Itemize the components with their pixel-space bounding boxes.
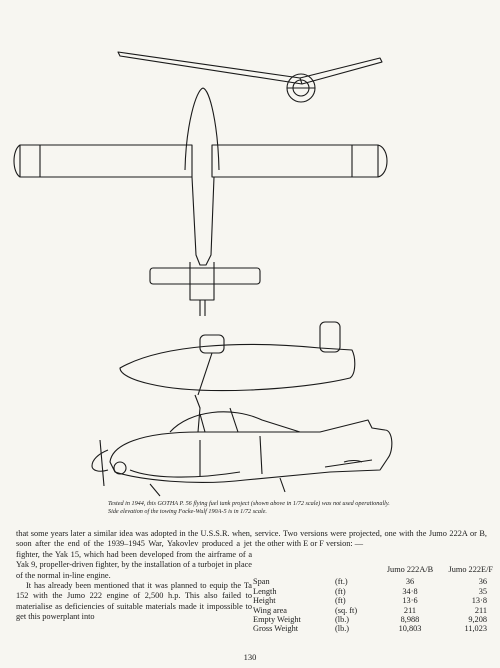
spec-label: Wing area [253, 605, 287, 615]
spec-value: 10,803 [398, 624, 422, 634]
spec-unit: (sq. ft) [335, 605, 358, 615]
page-number: 130 [243, 652, 257, 662]
spec-value: 8,988 [400, 615, 420, 625]
spec-row [253, 577, 493, 586]
spec-row [253, 606, 493, 615]
spec-value: 13·6 [402, 596, 418, 606]
spec-unit: (ft.) [335, 577, 348, 587]
spec-value: 36 [405, 577, 415, 587]
spec-value: 34·8 [402, 586, 418, 596]
right-column-text [255, 529, 487, 550]
side-view-drawing [120, 322, 355, 432]
specifications-table [253, 565, 493, 634]
spec-unit: (lb.) [335, 624, 350, 634]
spec-row [253, 624, 493, 633]
paragraph-3: service. Two versions were projected, one with the Jumo 222A or B, the other with E or F version: — [255, 529, 487, 549]
spec-value: 13·8 [471, 596, 487, 606]
spec-row [253, 587, 493, 596]
paragraph-1: that some years later a similar idea was adopted in the U.S.S.R. when, soon after the end of the 1939–1945 War, Yakovlev produced a jet fighter, the Yak 15, which had been developed from the airframe of a Yak 9, propeller-driven fighter, by the installation of a turbojet in place of the normal in-line engine. [16, 529, 252, 580]
spec-label: Empty Weight [253, 615, 301, 625]
spec-col-jumo-222ab: Jumo 222A/B [386, 565, 434, 574]
spec-value: 36 [478, 577, 487, 587]
spec-unit: (ft) [335, 586, 346, 596]
front-view-drawing [118, 52, 382, 102]
plan-view-drawing [14, 88, 387, 316]
left-column-text [16, 529, 252, 623]
spec-header-row [253, 565, 493, 577]
spec-row [253, 596, 493, 605]
spec-col-jumo-222ef: Jumo 222E/F [448, 565, 493, 574]
figure-caption: Tested in 1944, this GOTHA P. 56 flying fuel tank project (shown above in 1/72 scale) was not used operationally. Side elevation of the towing Focke-Wulf 190A-5 is in 1/72 scale. [108, 500, 390, 515]
spec-value: 11,023 [464, 624, 487, 634]
spec-unit: (lb.) [335, 615, 350, 625]
fw190-side-view-drawing [92, 408, 392, 496]
spec-value: 9,208 [468, 615, 487, 625]
spec-row [253, 615, 493, 624]
spec-label: Length [253, 586, 277, 596]
spec-value: 211 [403, 605, 417, 615]
spec-label: Height [253, 596, 276, 606]
spec-label: Gross Weight [253, 624, 299, 634]
paragraph-2: It has already been mentioned that it was planned to equip the Ta 152 with the Jumo 222 engine of 2,500 h.p. This also failed to materialise as deficiencies of suitable materials made it impossible to get this powerplant into [16, 581, 252, 622]
spec-unit: (ft) [335, 596, 346, 606]
spec-value: 211 [474, 605, 487, 615]
spec-value: 35 [478, 586, 487, 596]
spec-label: Span [253, 577, 270, 587]
